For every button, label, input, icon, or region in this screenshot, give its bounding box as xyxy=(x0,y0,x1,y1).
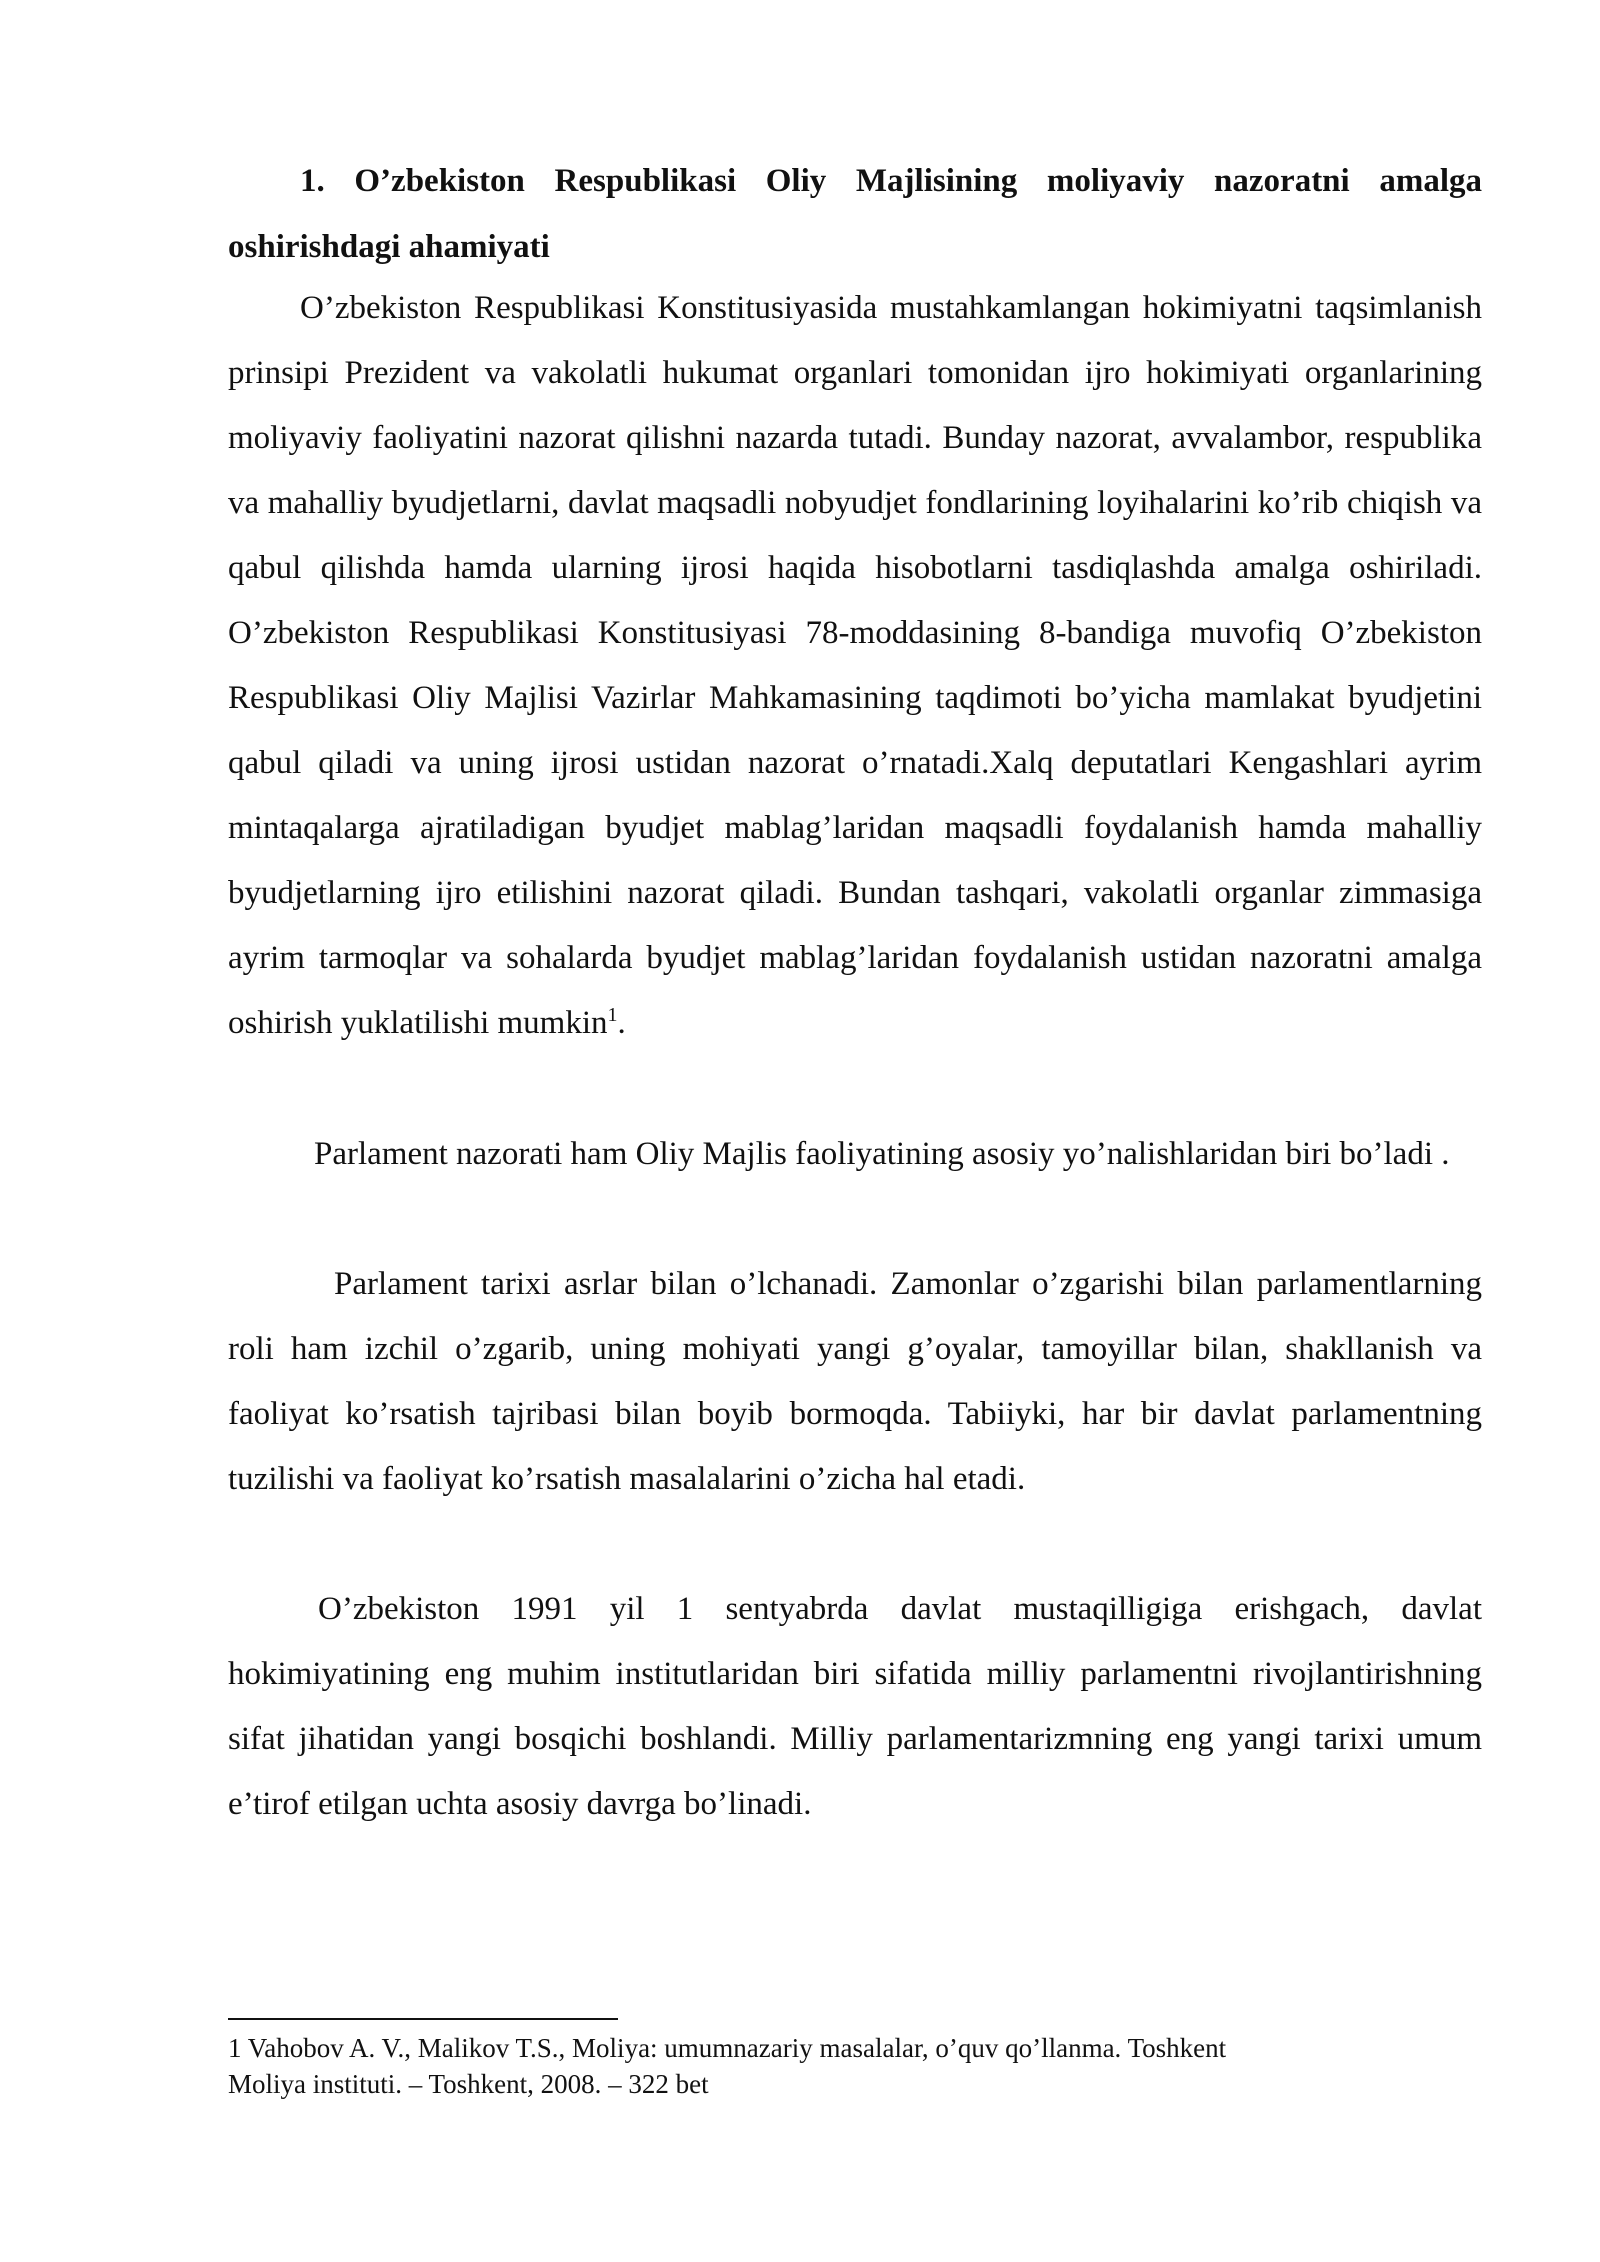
paragraph-parliament-history: Parlament tarixi asrlar bilan o’lchanadi. Zamonlar o’zgarishi bilan parlamentlarning roli ham izchil o’zgarib, uning mohiyati yangi g’oyalar, tamoyillar bilan, shakllanish va faoliyat ko’rsatish tajribasi bilan boyib bormoqda. Tabiiyki, har bir davlat parlamentning tuzilishi va faoliyat ko’rsatish masalalarini o’zicha hal etadi. xyxy=(228,1266,1482,1497)
paragraph-constitution-end: . xyxy=(617,1005,626,1041)
footnote-divider xyxy=(228,2018,618,2020)
footnote-reference[interactable]: 1 xyxy=(607,1004,618,1026)
section-heading: 1. O’zbekiston Respublikasi Oliy Majlisining moliyaviy nazoratni amalga oshirishdagi ahamiyati xyxy=(228,163,1482,265)
paragraph-constitution-text: O’zbekiston Respublikasi Konstitusiyasida mustahkamlangan hokimiyatni taqsimlanish prinsipi Prezident va vakolatli hukumat organlari tomonidan ijro hokimiyati organlarining moliyaviy faoliyatini nazorat qilishni nazarda tutadi. Bunday nazorat, avvalambor, respublika va mahalliy byudjetlarni, davlat maqsadli nobyudjet fondlarining loyihalarini ko’rib chiqish va qabul qilishda hamda ularning ijrosi haqida hisobotlarni tasdiqlashda amalga oshiriladi. O’zbekiston Respublikasi Konstitusiyasi 78-moddasining 8-bandiga muvofiq O’zbekiston Respublikasi Oliy Majlisi Vazirlar Mahkamasining taqdimoti bo’yicha mamlakat byudjetini qabul qiladi va uning ijrosi ustidan nazorat o’rnatadi.Xalq deputatlari Kengashlari ayrim mintaqalarga ajratiladigan byudjet mablag’laridan maqsadli foydalanish hamda mahalliy byudjetlarning ijro etilishini nazorat qiladi. Bundan tashqari, vakolatli organlar zimmasiga ayrim tarmoqlar va sohalarda byudjet mablag’laridan foydalanish ustidan nazoratni amalga oshirish yuklatilishi mumkin xyxy=(228,290,1482,1041)
footnote xyxy=(228,2030,1482,2102)
paragraph-parliament-control: Parlament nazorati ham Oliy Majlis faoliyatining asosiy yo’nalishlaridan biri bo’ladi . xyxy=(314,1136,1450,1172)
paragraph-constitution xyxy=(228,276,1482,1056)
paragraph-independence: O’zbekiston 1991 yil 1 sentyabrda davlat mustaqilligiga erishgach, davlat hokimiyatining eng muhim institutlaridan biri sifatida milliy parlamentni rivojlantirishning sifat jihatidan yangi bosqichi boshlandi. Milliy parlamentarizmning eng yangi tarixi umum e’tirof etilgan uchta asosiy davrga bo’linadi. xyxy=(228,1591,1482,1822)
footnote-line-1: 1 Vahobov A. V., Malikov T.S., Moliya: umumnazariy masalalar, o’quv qo’llanma. Toshkent xyxy=(228,2033,1227,2063)
footnote-line-2: Moliya instituti. – Toshkent, 2008. – 322 bet xyxy=(228,2069,709,2099)
